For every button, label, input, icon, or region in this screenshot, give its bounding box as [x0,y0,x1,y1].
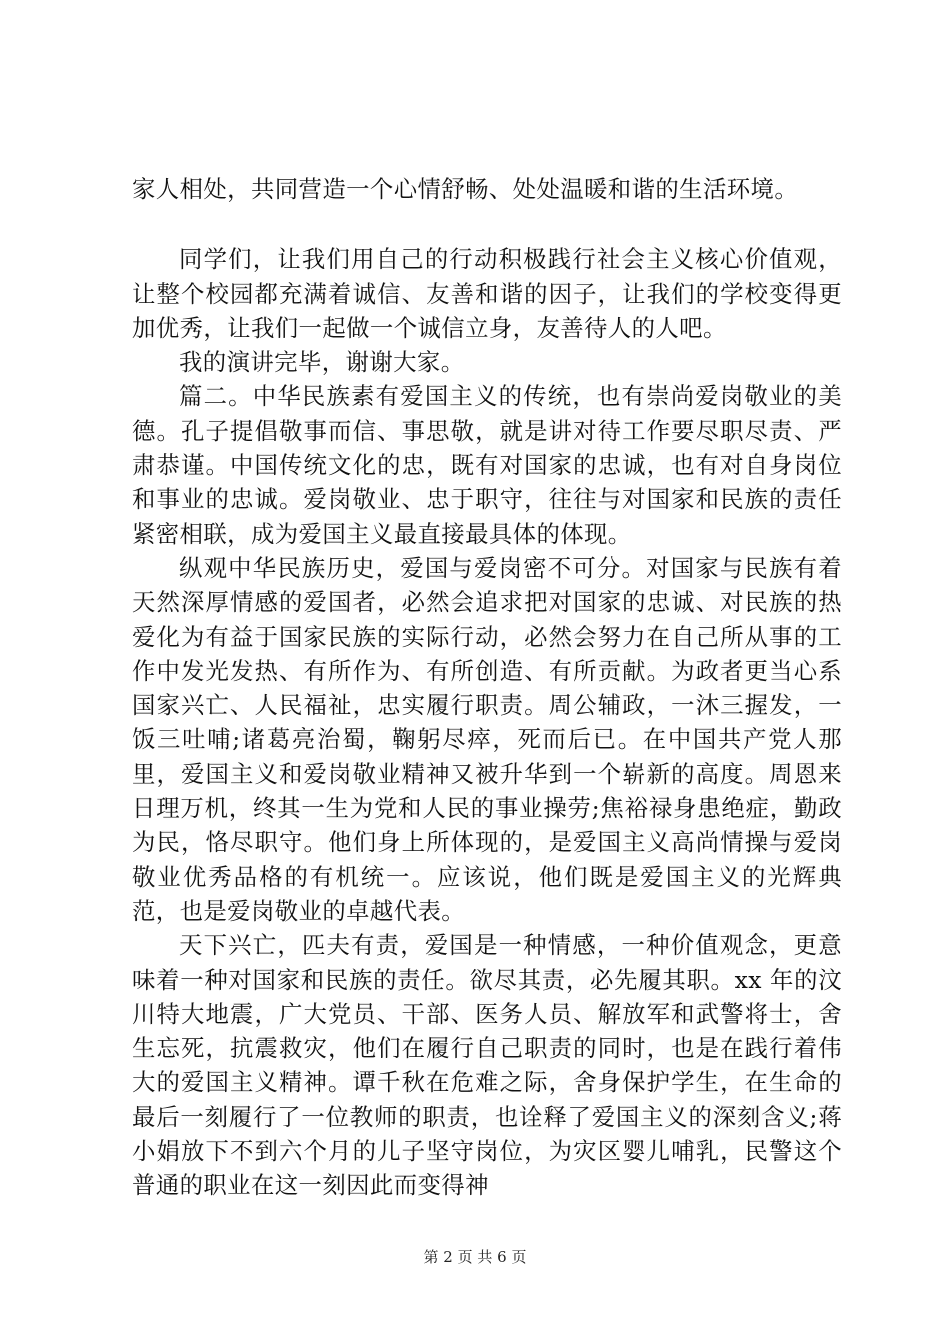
paragraph-closing-sentence: 家人相处，共同营造一个心情舒畅、处处温暖和谐的生活环境。 [132,175,799,203]
paragraph-gap [132,206,842,242]
page-number: 第 2 页 共 6 页 [423,1248,527,1266]
paragraph-history: 纵观中华民族历史，爱国与爱岗密不可分。对国家与民族有着天然深厚情感的爱国者，必然会追求把对国家的忠诚、对民族的热爱化为有益于国家民族的实际行动，必然会努力在自己所从事的工作中发光发热、有所作为、有所创造、有所贡献。为政者更当心系国家兴亡、人民福祉，忠实履行职责。周公辅政，一沐三握发，一饭三吐哺;诸葛亮治蜀，鞠躬尽瘁，死而后已。在中国共产党人那里，爱国主义和爱岗敬业精神又被升华到一个崭新的高度。周恩来日理万机，终其一生为党和人民的事业操劳;焦裕禄身患绝症，勤政为民，恪尽职守。他们身上所体现的，是爱国主义高尚情操与爱岗敬业优秀品格的有机统一。应该说，他们既是爱国主义的光辉典范，也是爱岗敬业的卓越代表。 [132,553,842,925]
paragraph-classmates: 同学们，让我们用自己的行动积极践行社会主义核心价值观，让整个校园都充满着诚信、友善和谐的因子，让我们的学校变得更加优秀，让我们一起做一个诚信立身，友善待人的人吧。 [132,245,842,342]
paragraph-responsibility: 天下兴亡，匹夫有责，爱国是一种情感，一种价值观念，更意味着一种对国家和民族的责任。欲尽其责，必先履其职。xx 年的汶川特大地震，广大党员、干部、医务人员、解放军和武警将士，舍生忘死，抗震救灾，他们在履行自己职责的同时，也是在践行着伟大的爱国主义精神。谭千秋在危难之际，舍身保护学生，在生命的最后一刻履行了一位教师的职责，也诠释了爱国主义的深刻含义;蒋小娟放下不到六个月的儿子坚守岗位，为灾区婴儿哺乳，民警这个普通的职业在这一刻因此而变得神 [132,931,842,1200]
page-footer [0,1247,950,1267]
body-text [132,172,842,1203]
paragraph-speech-end: 我的演讲完毕，谢谢大家。 [179,348,465,377]
paragraph-part-two: 篇二。中华民族素有爱国主义的传统，也有崇尚爱岗敬业的美德。孔子提倡敬事而信、事思敬，就是讲对待工作要尽职尽责、严肃恭谨。中国传统文化的忠，既有对国家的忠诚，也有对自身岗位和事业的忠诚。爱岗敬业、忠于职守，往往与对国家和民族的责任紧密相联，成为爱国主义最直接最具体的体现。 [132,382,842,548]
